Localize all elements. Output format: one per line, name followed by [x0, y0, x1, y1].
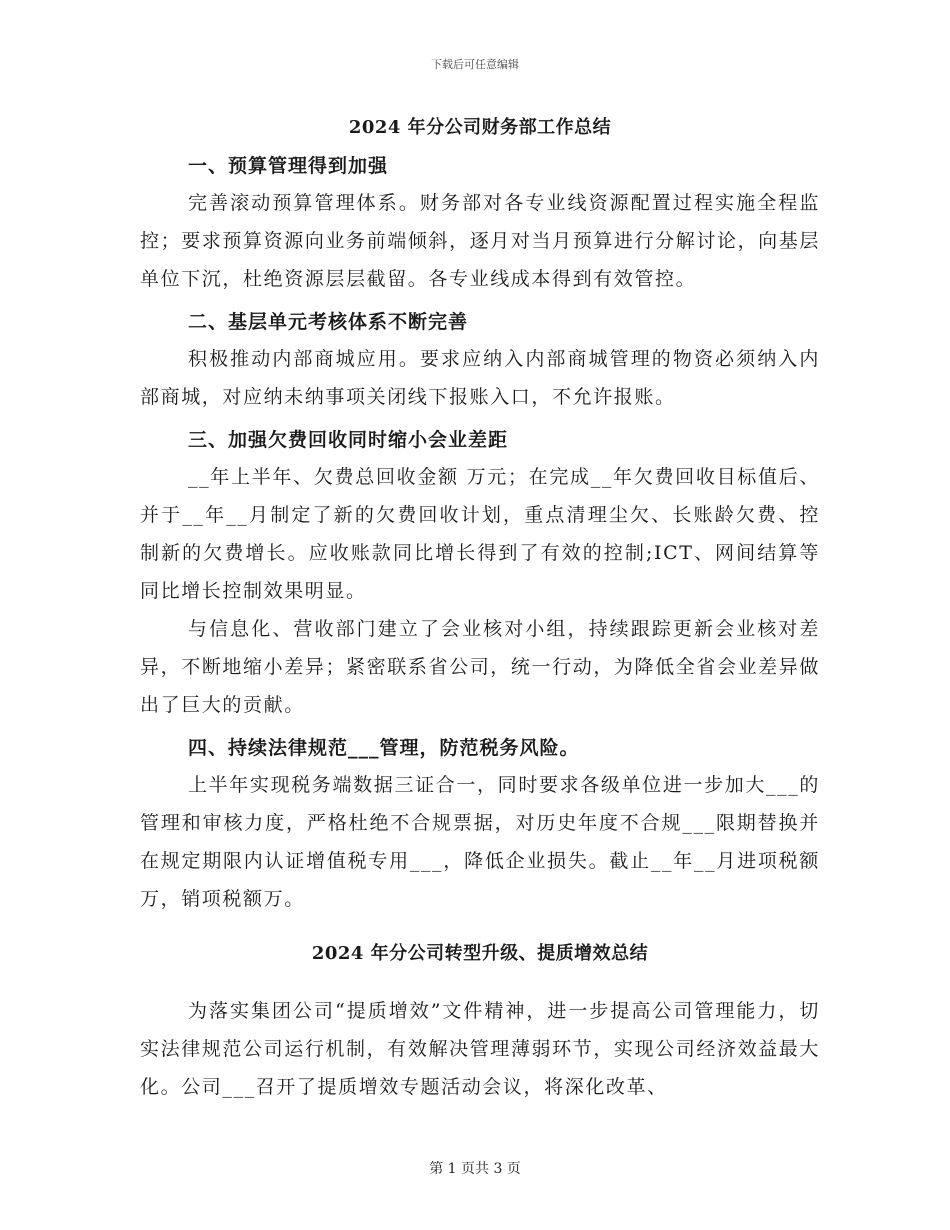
- document-title: 2024 年分公司财务部工作总结: [348, 117, 612, 138]
- section-1-paragraph-1: 完善滚动预算管理体系。财务部对各专业线资源配置过程实施全程监控；要求预算资源向业务前端倾斜，逐月对当月预算进行分解讨论，向基层单位下沉，杜绝资源层层截留。各专业线成本得到有效管控。: [140, 192, 820, 290]
- section-heading-4: 四、持续法律规范___管理，防范税务风险。: [188, 737, 580, 759]
- section-4-paragraph-1: 上半年实现税务端数据三证合一，同时要求各级单位进一步加大___的管理和审核力度，严格杜绝不合规票据，对历史年度不合规___限期替换并在规定期限内认证增值税专用___，降低企业损失。截止__年__月进项税额万，销项税额万。: [140, 774, 820, 910]
- page-number-footer: 第 1 页共 3 页: [429, 1161, 521, 1177]
- section-heading-2: 二、基层单元考核体系不断完善: [188, 311, 469, 333]
- section-3-paragraph-2: 与信息化、营收部门建立了会业核对小组，持续跟踪更新会业核对差异，不断地缩小差异；紧密联系省公司，统一行动，为降低全省会业差异做出了巨大的贡献。: [140, 618, 820, 716]
- section-heading-1: 一、预算管理得到加强: [188, 155, 389, 177]
- section-heading-3: 三、加强欠费回收同时缩小会业差距: [188, 429, 509, 451]
- second-document-title: 2024 年分公司转型升级、提质增效总结: [311, 943, 649, 964]
- second-document-paragraph-1: 为落实集团公司“提质增效”文件精神，进一步提高公司管理能力，切实法律规范公司运行机制，有效解决管理薄弱环节，实现公司经济效益最大化。公司___召开了提质增效专题活动会议，将深化改革、: [140, 1000, 820, 1098]
- header-note: 下载后可任意编辑: [431, 58, 519, 71]
- document-body: [140, 108, 820, 1106]
- section-2-paragraph-1: 积极推动内部商城应用。要求应纳入内部商城管理的物资必须纳入内部商城，对应纳未纳事项关闭线下报账入口，不允许报账。: [140, 348, 820, 408]
- section-3-paragraph-1: __年上半年、欠费总回收金额 万元；在完成__年欠费回收目标值后、并于__年__月制定了新的欠费回收计划，重点清理尘欠、长账龄欠费、控制新的欠费增长。应收账款同比增长得到了有效的控制;ICT、网间结算等同比增长控制效果明显。: [140, 466, 820, 602]
